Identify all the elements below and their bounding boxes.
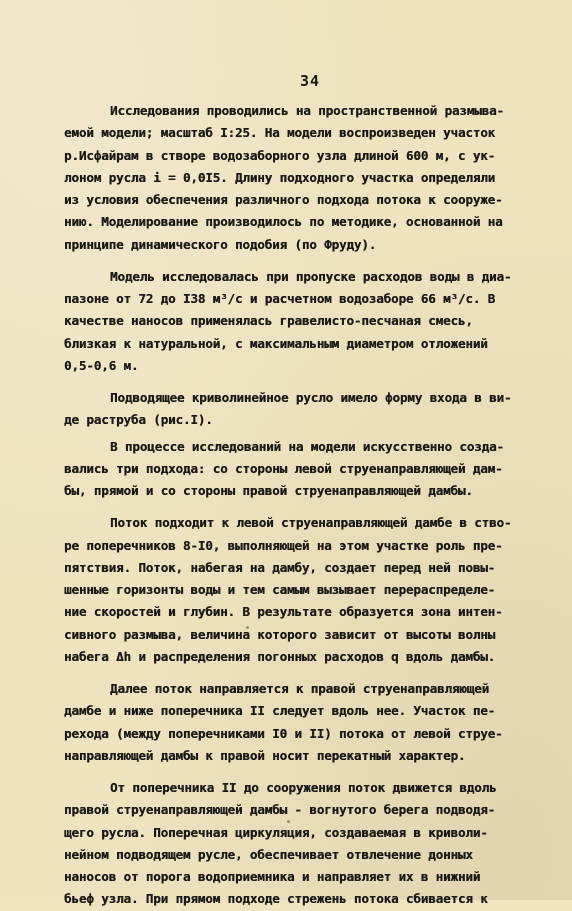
text-line: емой модели; масштаб I:25. На модели воспроизведен участок (64, 125, 496, 141)
text-line: 0,5-0,6 м. (64, 357, 139, 373)
text-line: шенные горизонты воды и тем самым вызывает перераспределе- (64, 582, 496, 597)
paragraph-1 (64, 100, 534, 256)
text-line: нию. Моделирование производилось по методике, основанной на (64, 214, 503, 230)
text-line: В процессе исследований на модели искусственно созда- (110, 438, 504, 454)
text-line: де раструба (рис.I). (64, 412, 213, 428)
text-line: ре поперечников 8-I0, выполняющей на этом участке роль пре- (64, 537, 503, 553)
text-line: правой струенаправляющей дамбы - вогнутого берега подводя- (64, 802, 496, 818)
text-line: Далее поток направляется к правой струенаправляющей (110, 681, 490, 696)
text-line: близкая к натуральной, с максимальным диаметром отложений (64, 335, 488, 351)
paragraph-5 (64, 512, 534, 668)
text-line: из условия обеспечения различного подхода потока к сооруже- (64, 192, 503, 207)
text-line: ние скоростей и глубин. В результате образуется зона интен- (64, 604, 503, 620)
text-line: набега Δh и распределения погонных расходов q вдоль дамбы. (64, 648, 496, 664)
page-number: 34 (300, 72, 321, 90)
paragraph-7 (64, 777, 534, 911)
text-line: вались три подхода: со стороны левой струенаправляющей дам- (64, 460, 503, 476)
text-line: р.Исфайрам в створе водозаборного узла длиной 600 м, с ук- (64, 147, 496, 163)
text-line: Исследования проводились на пространственной размыва- (110, 103, 504, 118)
text-line: нейном подводящем русле, обеспечивает отвлечение донных (64, 846, 473, 862)
text-line: Модель исследовалась при пропуске расходов воды в диа- (110, 268, 512, 284)
paragraph-2 (64, 266, 534, 377)
body-text (64, 100, 534, 911)
text-line: щего русла. Поперечная циркуляция, создаваемая в криволи- (64, 824, 488, 840)
text-line: наносов от порога водоприемника и направляет их в нижний (64, 869, 481, 884)
text-line: Подводящее криволинейное русло имело форму входа в ви- (110, 390, 512, 405)
text-line: От поперечника II до сооружения поток движется вдоль (110, 780, 497, 795)
text-line: пятствия. Поток, набегая на дамбу, создает перед ней повы- (64, 559, 496, 575)
text-line: пазоне от 72 до I38 м³/с и расчетном водозаборе 66 м³/с. В (64, 291, 496, 306)
paper-speck (246, 626, 249, 629)
text-line: качестве наносов применялась гравелисто-песчаная смесь, (64, 313, 473, 329)
text-line: дамбе и ниже поперечника II следует вдоль нее. Участок пе- (64, 703, 496, 719)
text-line: бы, прямой и со стороны правой струенаправляющей дамбы. (64, 483, 473, 498)
text-line: лоном русла i = 0,0I5. Длину подходного участка определяли (64, 169, 496, 185)
text-line: направляющей дамбы к правой носит перекатный характер. (64, 747, 466, 763)
paragraph-4 (64, 436, 534, 503)
paragraph-6 (64, 678, 534, 767)
text-line: рехода (между поперечниками I0 и II) потока от левой струе- (64, 725, 503, 741)
paragraph-3 (64, 387, 534, 432)
text-line: принципе динамического подобия (по Фруду). (64, 236, 377, 252)
text-line: Поток подходит к левой струенаправляющей дамбе в ство- (110, 515, 512, 531)
text-line: сивного размыва, величина которого зависит от высоты волны (64, 626, 496, 642)
paper-speck (287, 820, 290, 823)
text-line: бьеф узла. При прямом подходе стрежень потока сбивается к (64, 891, 488, 907)
